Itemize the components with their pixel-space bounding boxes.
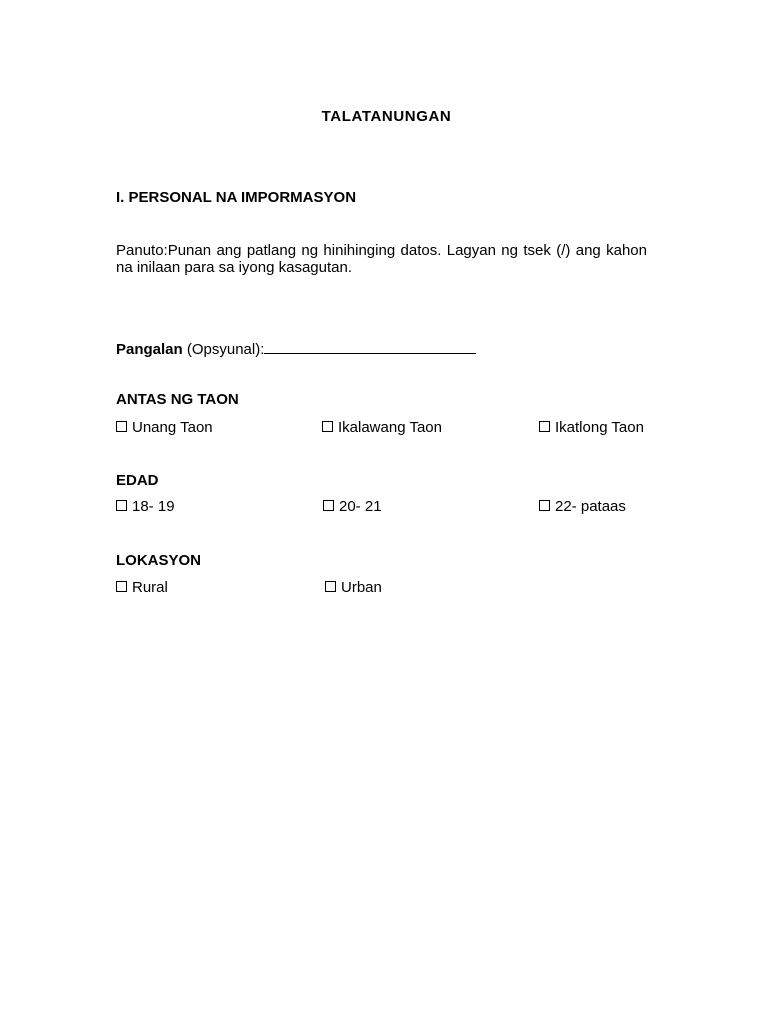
age-heading: EDAD <box>116 472 159 489</box>
option-year-third[interactable] <box>539 419 644 436</box>
option-age-20-21[interactable] <box>323 498 382 515</box>
option-label: 20- 21 <box>339 498 382 515</box>
name-hint: (Opsyunal): <box>182 341 265 358</box>
option-label: Ikalawang Taon <box>338 419 442 436</box>
instructions-text: Panuto:Punan ang patlang ng hinihinging datos. Lagyan ng tsek (/) ang kahon na inilaan para sa iyong kasagutan. <box>116 242 647 276</box>
section-heading: I. PERSONAL NA IMPORMASYON <box>116 189 357 206</box>
year-level-heading: ANTAS NG TAON <box>116 391 239 408</box>
option-age-18-19[interactable] <box>116 498 175 515</box>
option-location-urban[interactable] <box>325 579 382 596</box>
checkbox-icon[interactable] <box>325 581 336 592</box>
option-label: Ikatlong Taon <box>555 419 644 436</box>
option-label: 22- pataas <box>555 498 626 515</box>
option-year-second[interactable] <box>322 419 442 436</box>
option-label: 18- 19 <box>132 498 175 515</box>
checkbox-icon[interactable] <box>116 421 127 432</box>
name-label: Pangalan <box>116 341 183 358</box>
option-label: Unang Taon <box>132 419 213 436</box>
option-label: Urban <box>341 579 382 596</box>
name-field-row <box>116 338 476 358</box>
checkbox-icon[interactable] <box>539 500 550 511</box>
name-input-line[interactable] <box>264 338 476 354</box>
page-title: TALATANUNGAN <box>321 108 452 125</box>
option-year-first[interactable] <box>116 419 213 436</box>
checkbox-icon[interactable] <box>323 500 334 511</box>
checkbox-icon[interactable] <box>116 500 127 511</box>
option-location-rural[interactable] <box>116 579 168 596</box>
option-age-22-up[interactable] <box>539 498 626 515</box>
location-heading: LOKASYON <box>116 552 202 569</box>
checkbox-icon[interactable] <box>539 421 550 432</box>
checkbox-icon[interactable] <box>116 581 127 592</box>
checkbox-icon[interactable] <box>322 421 333 432</box>
option-label: Rural <box>132 579 168 596</box>
